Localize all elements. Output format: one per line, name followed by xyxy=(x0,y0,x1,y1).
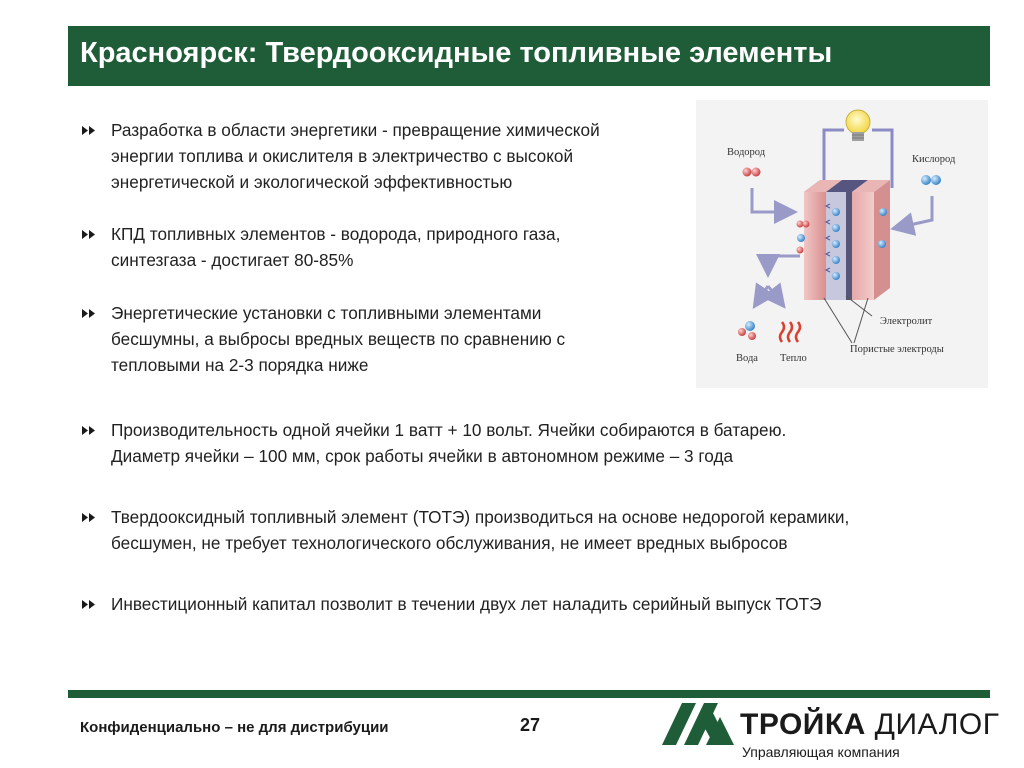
footer-divider xyxy=(68,690,658,698)
electrodes-label: Пористые электроды xyxy=(850,344,944,355)
heat-label: Тепло xyxy=(780,353,807,364)
hydrogen-label: Водород xyxy=(727,147,766,158)
bullet-line: Диаметр ячейки – 100 мм, срок работы ячейки в автономном режиме – 3 года xyxy=(111,446,734,466)
brand-bold: ТРОЙКА xyxy=(740,708,866,741)
double-chevron-icon xyxy=(80,300,104,326)
bullet-line: Твердооксидный топливный элемент (ТОТЭ) производиться на основе недорогой керамики, xyxy=(111,507,850,527)
page-number: 27 xyxy=(520,715,541,735)
brand-subtitle: Управляющая компания xyxy=(742,744,900,760)
bullet-text xyxy=(111,117,600,195)
bullet-text xyxy=(111,504,849,556)
confidential-note: Конфиденциально – не для дистрибуции xyxy=(80,719,389,736)
bullet-line: синтезгаза - достигает 80-85% xyxy=(111,250,354,270)
double-chevron-icon xyxy=(80,591,104,617)
page-title: Красноярск: Твердооксидные топливные элементы xyxy=(80,37,833,69)
bullet-line: бесшумны, а выбросы вредных веществ по сравнению с xyxy=(111,329,566,349)
bullet-line: энергетической и экологической эффективностью xyxy=(111,172,513,192)
electrolyte-label: Электролит xyxy=(880,316,933,327)
double-chevron-icon xyxy=(80,504,104,530)
footer-divider xyxy=(658,690,990,698)
bullet-text xyxy=(111,221,560,273)
bullet-line: бесшумен, не требует технологического обслуживания, не имеет вредных выбросов xyxy=(111,533,788,553)
bullet-text xyxy=(111,591,821,617)
water-label: Вода xyxy=(736,353,758,364)
bullet-line: КПД топливных элементов - водорода, природного газа, xyxy=(111,224,561,244)
bullet-line: энергии топлива и окислителя в электричество с высокой xyxy=(111,146,574,166)
bullet-line: тепловыми на 2-3 порядка ниже xyxy=(111,355,369,375)
double-chevron-icon xyxy=(80,221,104,247)
brand-rest: ДИАЛОГ xyxy=(865,708,1000,741)
bullet-text xyxy=(111,300,565,378)
bullet-line: Разработка в области энергетики - превращение химической xyxy=(111,120,600,140)
title-bar xyxy=(68,26,990,86)
oxygen-label: Кислород xyxy=(912,154,956,165)
double-chevron-icon xyxy=(80,417,104,443)
fuel-cell-diagram xyxy=(696,100,988,388)
bullet-line: Инвестиционный капитал позволит в течении двух лет наладить серийный выпуск ТОТЭ xyxy=(111,594,822,614)
bullet-text xyxy=(111,417,786,469)
fuel-cell-illustration xyxy=(696,100,988,388)
brand-name xyxy=(740,708,999,742)
bullet-line: Производительность одной ячейки 1 ватт + 10 вольт. Ячейки собираются в батарею. xyxy=(111,420,787,440)
bullet-line: Энергетические установки с топливными элементами xyxy=(111,303,542,323)
troika-logo-icon xyxy=(662,703,734,750)
double-chevron-icon xyxy=(80,117,104,143)
